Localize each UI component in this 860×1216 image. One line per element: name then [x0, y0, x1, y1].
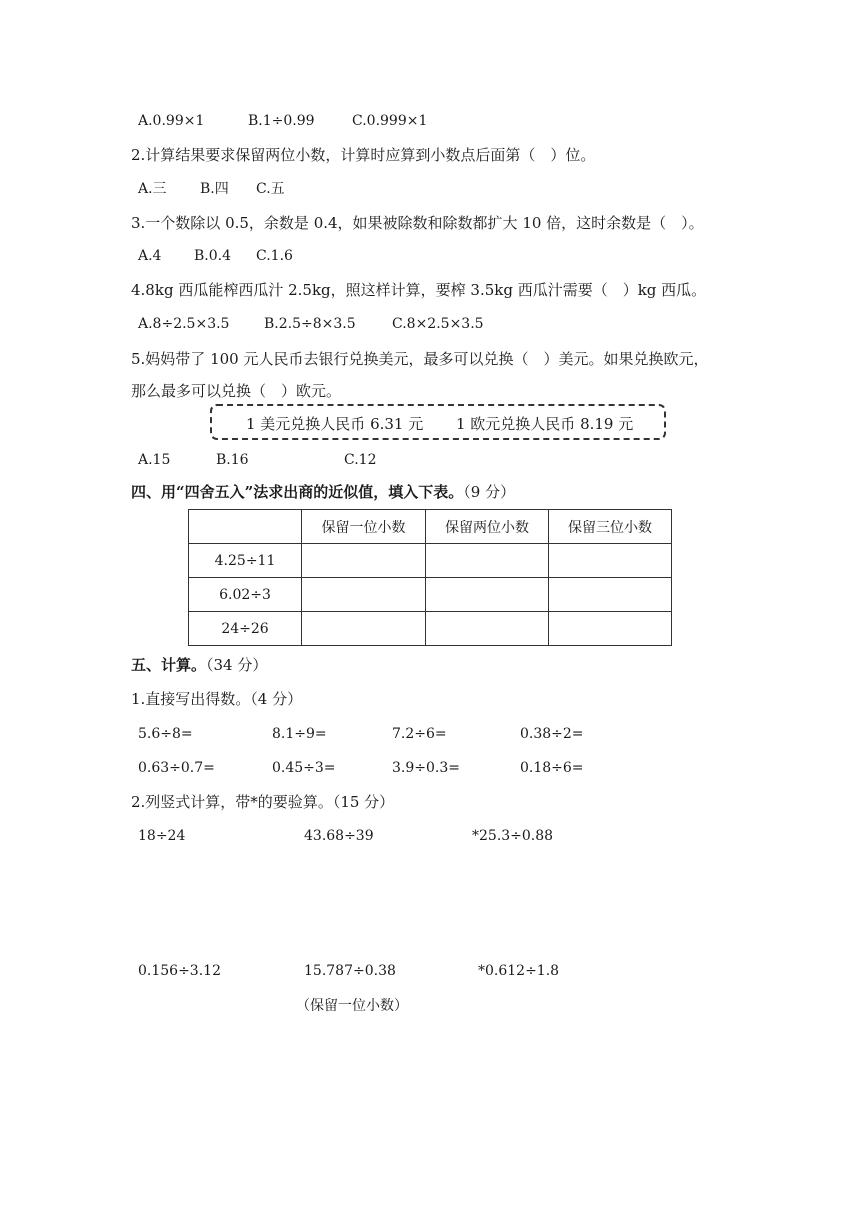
mental-calc-item: 0.63÷0.7=: [138, 760, 215, 776]
section5-title: 五、计算。: [131, 656, 207, 674]
q4-option-b: B.2.5÷8×3.5: [264, 316, 356, 332]
mental-calc-item: 3.9÷0.3=: [392, 760, 460, 776]
vertical-calc-item: *0.612÷1.8: [478, 963, 560, 979]
table-row: [189, 544, 672, 578]
table-row-label: 24÷26: [189, 612, 302, 646]
table-header-row: [189, 510, 672, 544]
vertical-calc-item: *25.3÷0.88: [472, 828, 554, 844]
answer-cell[interactable]: [302, 612, 426, 646]
table-header-blank: [189, 510, 302, 544]
vertical-calc-item: 18÷24: [138, 828, 186, 844]
mental-calc-item: 0.45÷3=: [272, 760, 336, 776]
q3-option-a: A.4: [138, 248, 162, 264]
q5-option-a: A.15: [138, 452, 171, 468]
q1-option-a: A.0.99×1: [138, 113, 205, 129]
section4-heading: [131, 482, 515, 502]
table-row-label: 6.02÷3: [189, 578, 302, 612]
q4-option-c: C.8×2.5×3.5: [392, 316, 484, 332]
answer-cell[interactable]: [549, 578, 672, 612]
table-row: [189, 612, 672, 646]
q1-option-b: B.1÷0.99: [248, 113, 315, 129]
answer-cell[interactable]: [426, 578, 549, 612]
mental-calc-item: 0.38÷2=: [520, 726, 584, 742]
table-header-one-decimal: 保留一位小数: [302, 510, 426, 544]
exchange-rate-box: [210, 404, 666, 440]
answer-cell[interactable]: [302, 544, 426, 578]
vertical-calc-item: 0.156÷3.12: [138, 963, 221, 979]
section4-title: 四、用“四舍五入”法求出商的近似值，填入下表。: [131, 483, 464, 501]
mental-calc-item: 5.6÷8=: [138, 726, 193, 742]
mental-calc-item: 7.2÷6=: [392, 726, 447, 742]
table-row: [189, 578, 672, 612]
section5-score: （34 分）: [206, 656, 268, 674]
q4-option-a: A.8÷2.5×3.5: [138, 316, 230, 332]
vertical-calc-item: 15.787÷0.38: [304, 963, 396, 979]
vertical-calc-item: 43.68÷39: [304, 828, 374, 844]
q2-option-c: C.五: [256, 181, 285, 197]
q3-option-b: B.0.4: [194, 248, 232, 264]
q2-text: 2.计算结果要求保留两位小数，计算时应算到小数点后面第（ ）位。: [131, 146, 596, 164]
q5-text-line2: 那么最多可以兑换（ ）欧元。: [131, 382, 342, 400]
answer-cell[interactable]: [426, 544, 549, 578]
sub2-title: 2.列竖式计算，带*的要验算。（15 分）: [131, 793, 395, 811]
answer-cell[interactable]: [549, 612, 672, 646]
mental-calc-item: 0.18÷6=: [520, 760, 584, 776]
q3-option-c: C.1.6: [256, 248, 293, 264]
mental-calc-item: 8.1÷9=: [272, 726, 327, 742]
answer-cell[interactable]: [549, 544, 672, 578]
q5-option-c: C.12: [344, 452, 377, 468]
q1-option-c: C.0.999×1: [352, 113, 428, 129]
answer-cell[interactable]: [302, 578, 426, 612]
q5-option-b: B.16: [216, 452, 249, 468]
q2-option-b: B.四: [200, 181, 229, 197]
section4-score: （9 分）: [463, 483, 516, 501]
answer-cell[interactable]: [426, 612, 549, 646]
q3-text: 3.一个数除以 0.5，余数是 0.4，如果被除数和除数都扩大 10 倍，这时余数是（ ）。: [131, 214, 704, 232]
q5-text-line1: 5.妈妈带了 100 元人民币去银行兑换美元，最多可以兑换（ ）美元。如果兑换欧元，: [131, 350, 709, 368]
eur-rate: 1 欧元兑换人民币 8.19 元: [456, 415, 634, 433]
q2-option-a: A.三: [138, 181, 167, 197]
table-row-label: 4.25÷11: [189, 544, 302, 578]
table-header-three-decimal: 保留三位小数: [549, 510, 672, 544]
approximation-table: [188, 509, 672, 646]
section5-heading: [131, 655, 267, 675]
rounding-note: （保留一位小数）: [296, 998, 408, 1014]
table-header-two-decimal: 保留两位小数: [426, 510, 549, 544]
sub1-title: 1.直接写出得数。（4 分）: [131, 690, 303, 708]
q4-text: 4.8kg 西瓜能榨西瓜汁 2.5kg，照这样计算，要榨 3.5kg 西瓜汁需要（ ）kg 西瓜。: [131, 281, 707, 299]
usd-rate: 1 美元兑换人民币 6.31 元: [246, 415, 424, 433]
